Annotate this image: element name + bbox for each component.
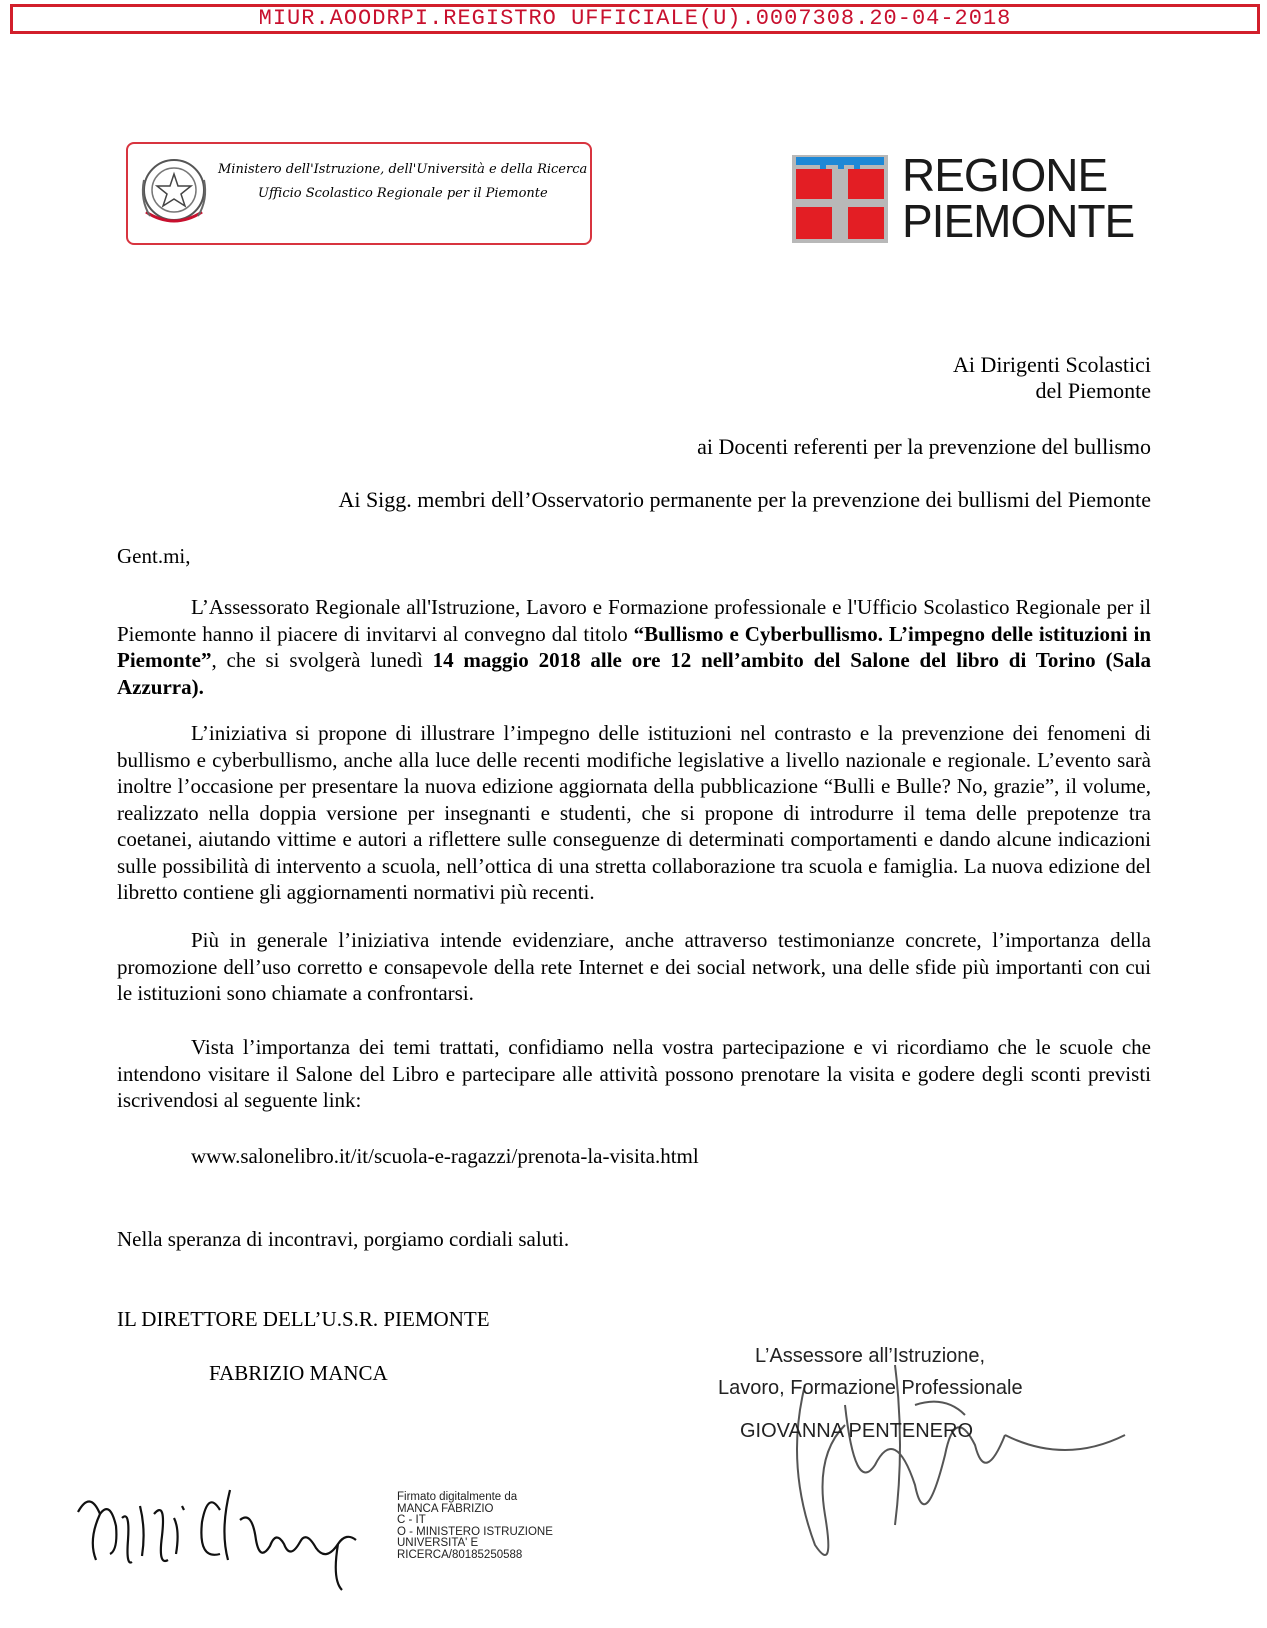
regione-word: REGIONE <box>902 149 1108 201</box>
paragraph-invitation <box>117 594 1151 700</box>
protocol-stamp <box>10 4 1260 34</box>
paragraph-participation: Vista l’importanza dei temi trattati, confidiamo nella vostra partecipazione e vi ricordiamo che le scuole che intendono visitare il Salone del Libro e partecipare alle attività possono prenotare la visita e godere degli sconti previsti iscrivendosi al seguente link: <box>117 1035 1151 1112</box>
digital-line: RICERCA/80185250588 <box>397 1548 523 1561</box>
recipient-docenti: ai Docenti referenti per la prevenzione del bullismo <box>697 434 1151 459</box>
digital-line: UNIVERSITA' E <box>397 1537 479 1549</box>
assessore-name: GIOVANNA PENTENERO <box>740 1420 974 1442</box>
piemonte-word: PIEMONTE <box>902 195 1135 247</box>
miur-office-name: Ufficio Scolastico Regionale per il Piemonte <box>258 186 548 201</box>
assessore-signature-block <box>718 1345 1135 1585</box>
miur-ministry-name: Ministero dell'Istruzione, dell'Università e della Ricerca <box>218 162 588 177</box>
paragraph-initiative: L’iniziativa si propone di illustrare l’impegno delle istituzioni nel contrasto e la prevenzione dei fenomeni di bullismo e cyberbullismo, anche alla luce delle recenti modifiche legislative a livello nazionale e regionale. L’evento sarà inoltre l’occasione per presentare la nuova edizione aggiornata della pubblicazione “Bulli e Bulle? No, grazie”, il volume, realizzato nella doppia versione per insegnanti e studenti, che si propone di introdurre il tema delle prepotenze tra coetanei, aiutando vittime e autori a riflettere sulle conseguenze di determinati comportamenti e dando alcune indicazioni sulle possibilità di intervento a scuola, nell’ottica di una stretta collaborazione tra scuola e famiglia. La nuova edizione del libretto contiene gli aggiornamenti normativi più recenti. <box>117 721 1151 904</box>
italian-emblem-icon <box>136 150 212 236</box>
assessore-title-2: Lavoro, Formazione Professionale <box>718 1377 1023 1399</box>
digital-signature-note <box>397 1492 553 1561</box>
conference-date: 14 maggio 2018 alle ore 12 nell’ambito del Salone del libro di Torino (Sala Azzurra). <box>117 648 1151 699</box>
director-name: FABRIZIO MANCA <box>209 1361 388 1385</box>
recipient-dirigenti: Ai Dirigenti Scolastici <box>953 352 1151 377</box>
invitation-text-1: L’Assessorato Regionale all'Istruzione, Lavoro e Formazione professionale e l'Ufficio Scolastico Regionale per il Piemonte hanno il piacere di invitarvi al convegno dal titolo <box>117 595 1151 646</box>
assessore-title-1: L’Assessore all’Istruzione, <box>755 1345 986 1367</box>
digital-line: C - IT <box>397 1514 426 1526</box>
director-title: IL DIRETTORE DELL’U.S.R. PIEMONTE <box>117 1307 490 1331</box>
regione-piemonte-flag-icon <box>792 155 888 243</box>
salutation: Gent.mi, <box>117 544 191 568</box>
registration-link[interactable]: www.salonelibro.it/it/scuola-e-ragazzi/prenota-la-visita.html <box>191 1144 699 1168</box>
digital-line: O - MINISTERO ISTRUZIONE <box>397 1525 553 1538</box>
closing-line: Nella speranza di incontravi, porgiamo cordiali saluti. <box>117 1227 570 1251</box>
digital-line: Firmato digitalmente da <box>397 1491 518 1503</box>
protocol-number: MIUR.AOODRPI.REGISTRO UFFICIALE(U).0007308.20-04-2018 <box>258 6 1012 31</box>
paragraph-general: Più in generale l’iniziativa intende evidenziare, anche attraverso testimonianze concrete, l’importanza della promozione dell’uso corretto e consapevole della rete Internet e dei social network, una delle sfide più importanti con cui le istituzioni sono chiamate a confrontarsi. <box>117 928 1151 1005</box>
invitation-text-2: , che si svolgerà lunedì <box>211 648 433 672</box>
digital-line: MANCA FABRIZIO <box>397 1502 494 1515</box>
regione-piemonte-wordmark <box>902 149 1135 247</box>
recipient-piemonte: del Piemonte <box>1035 378 1151 403</box>
recipient-osservatorio: Ai Sigg. membri dell’Osservatorio permanente per la prevenzione dei bullismi del Piemonte <box>338 487 1151 512</box>
conference-title: “Bullismo e Cyberbullismo. L’impegno delle istituzioni in Piemonte” <box>117 621 1151 672</box>
miur-header-logo <box>126 142 592 245</box>
director-signature <box>70 1470 370 1600</box>
